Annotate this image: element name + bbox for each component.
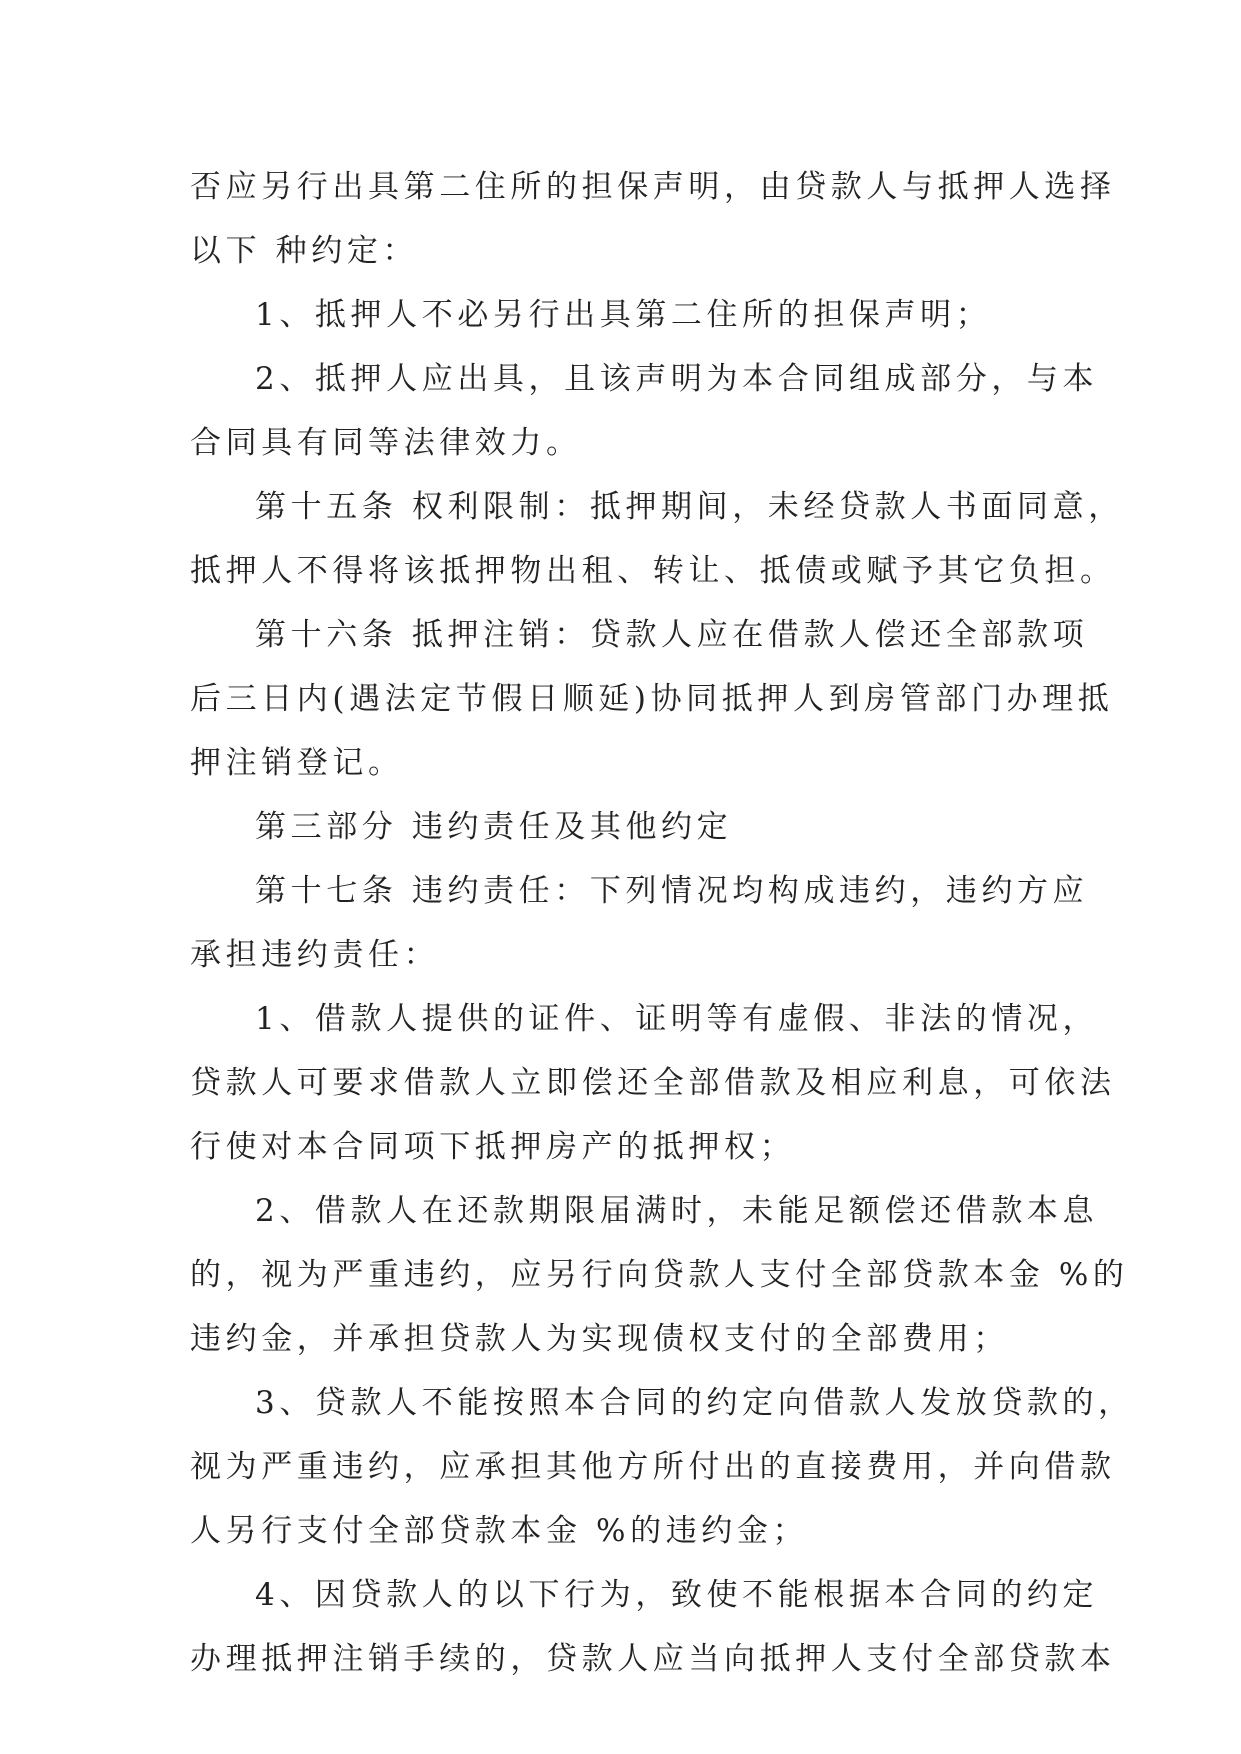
text-line: 2、抵押人应出具，且该声明为本合同组成部分，与本 bbox=[255, 361, 1099, 397]
article-heading-line: 第十五条 权利限制：抵押期间，未经贷款人书面同意， bbox=[255, 489, 1124, 525]
article-heading-line: 第十七条 违约责任：下列情况均构成违约，违约方应 bbox=[255, 873, 1089, 909]
document-body bbox=[190, 155, 1134, 1691]
article-heading-line: 第十六条 抵押注销：贷款人应在借款人偿还全部款项 bbox=[255, 617, 1089, 653]
text-line: 贷款人可要求借款人立即偿还全部借款及相应利息，可依法 bbox=[190, 1065, 1116, 1101]
text-line: 1、抵押人不必另行出具第二住所的担保声明； bbox=[255, 297, 992, 333]
text-line: 以下 种约定： bbox=[190, 233, 419, 269]
text-line: 人另行支付全部贷款本金 %的违约金； bbox=[190, 1513, 809, 1549]
text-line: 后三日内(遇法定节假日顺延)协同抵押人到房管部门办理抵 bbox=[190, 681, 1114, 717]
text-line: 否应另行出具第二住所的担保声明，由贷款人与抵押人选择 bbox=[190, 169, 1116, 205]
text-line: 承担违约责任： bbox=[190, 937, 440, 973]
text-line: 违约金，并承担贷款人为实现债权支付的全部费用； bbox=[190, 1321, 1009, 1357]
text-line: 抵押人不得将该抵押物出租、转让、抵债或赋予其它负担。 bbox=[190, 553, 1116, 589]
text-line: 办理抵押注销手续的，贷款人应当向抵押人支付全部贷款本 bbox=[190, 1641, 1116, 1677]
text-line: 合同具有同等法律效力。 bbox=[190, 425, 582, 461]
section-heading: 第三部分 违约责任及其他约定 bbox=[255, 809, 733, 845]
text-line: 4、因贷款人的以下行为，致使不能根据本合同的约定 bbox=[255, 1577, 1099, 1613]
text-line: 3、贷款人不能按照本合同的约定向借款人发放贷款的， bbox=[255, 1385, 1134, 1421]
text-line: 的，视为严重违约，应另行向贷款人支付全部贷款本金 %的 bbox=[190, 1257, 1129, 1293]
text-line: 2、借款人在还款期限届满时，未能足额偿还借款本息 bbox=[255, 1193, 1099, 1229]
text-line: 1、借款人提供的证件、证明等有虚假、非法的情况， bbox=[255, 1001, 1099, 1037]
text-line: 行使对本合同项下抵押房产的抵押权； bbox=[190, 1129, 796, 1165]
text-line: 视为严重违约，应承担其他方所付出的直接费用，并向借款 bbox=[190, 1449, 1116, 1485]
text-line: 押注销登记。 bbox=[190, 745, 404, 781]
